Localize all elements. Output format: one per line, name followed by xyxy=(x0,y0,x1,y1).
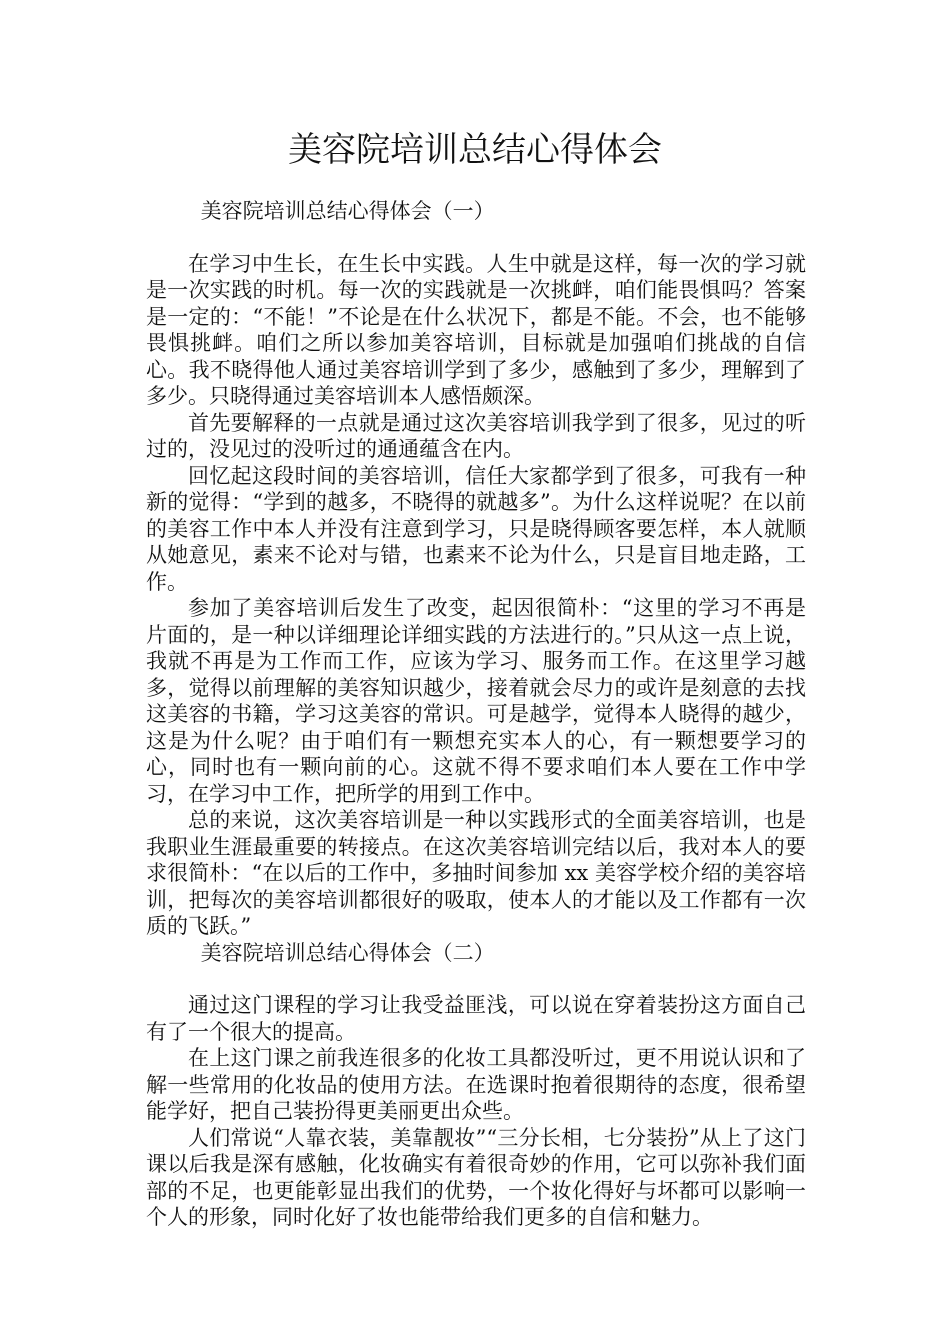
section-heading-2: 美容院培训总结心得体会（二） xyxy=(200,940,495,965)
paragraph: 回忆起这段时间的美容培训，信任大家都学到了很多，可我有一种新的觉得：“学到的越多，不晓得的就越多”。为什么这样说呢？在以前的美容工作中本人并没有注意到学习，只是晓得顾客要怎样，本人就顺从她意见，素来不论对与错，也素来不论为什么，只是盲目地走路，工作。 xyxy=(146,463,806,594)
paragraph: 总的来说，这次美容培训是一种以实践形式的全面美容培训，也是我职业生涯最重要的转接点。在这次美容培训完结以后，我对本人的要求很简朴：“在以后的工作中，多抽时间参加 xx 美容学校介绍的美容培训，把每次的美容培训都很好的吸取，使本人的才能以及工作都有一次质的飞跃。” xyxy=(146,808,806,938)
paragraph: 通过这门课程的学习让我受益匪浅，可以说在穿着装扮这方面自己有了一个很大的提高。 xyxy=(146,993,806,1044)
paragraph: 在上这门课之前我连很多的化妆工具都没听过，更不用说认识和了解一些常用的化妆品的使用方法。在选课时抱着很期待的态度，很希望能学好，把自己装扮得更美丽更出众些。 xyxy=(146,1046,806,1123)
spacer xyxy=(146,225,806,251)
spacer xyxy=(146,966,806,992)
section-heading-1: 美容院培训总结心得体会（一） xyxy=(200,199,495,223)
paragraph: 在学习中生长，在生长中实践。人生中就是这样，每一次的学习就是一次实践的时机。每一次的实践就是一次挑衅，咱们能畏惧吗？答案是一定的：“不能！”不论是在什么状况下，都是不能。不会，也不能够畏惧挑衅。咱们之所以参加美容培训，目标就是加强咱们挑战的自信心。我不晓得他人通过美容培训学到了多少，感触到了多少，理解到了多少。只晓得通过美容培训本人感悟颇深。 xyxy=(146,251,806,408)
paragraph: 参加了美容培训后发生了改变，起因很简朴：“这里的学习不再是片面的，是一种以详细理论详细实践的方法进行的。”只从这一点上说，我就不再是为工作而工作，应该为学习、服务而工作。在这里学习越多，觉得以前理解的美容知识越少，接着就会尽力的或许是刻意的去找这美容的书籍，学习这美容的常识。可是越学，觉得本人晓得的越少，这是为什么呢？由于咱们有一颗想充实本人的心，有一颗想要学习的心，同时也有一颗向前的心。这就不得不要求咱们本人要在工作中学习，在学习中工作，把所学的用到工作中。 xyxy=(146,596,806,806)
paragraph: 人们常说“人靠衣装，美靠靓妆”“三分长相，七分装扮”从上了这门课以后我是深有感触，化妆确实有着很奇妙的作用，它可以弥补我们面部的不足，也更能彰显出我们的优势，一个妆化得好与坏都可以影响一个人的形象，同时化好了妆也能带给我们更多的自信和魅力。 xyxy=(146,1125,806,1229)
document-title: 美容院培训总结心得体会 xyxy=(288,130,662,170)
document-body xyxy=(146,198,806,1231)
paragraph: 首先要解释的一点就是通过这次美容培训我学到了很多，见过的听过的，没见过的没听过的通通蕴含在内。 xyxy=(146,410,806,461)
